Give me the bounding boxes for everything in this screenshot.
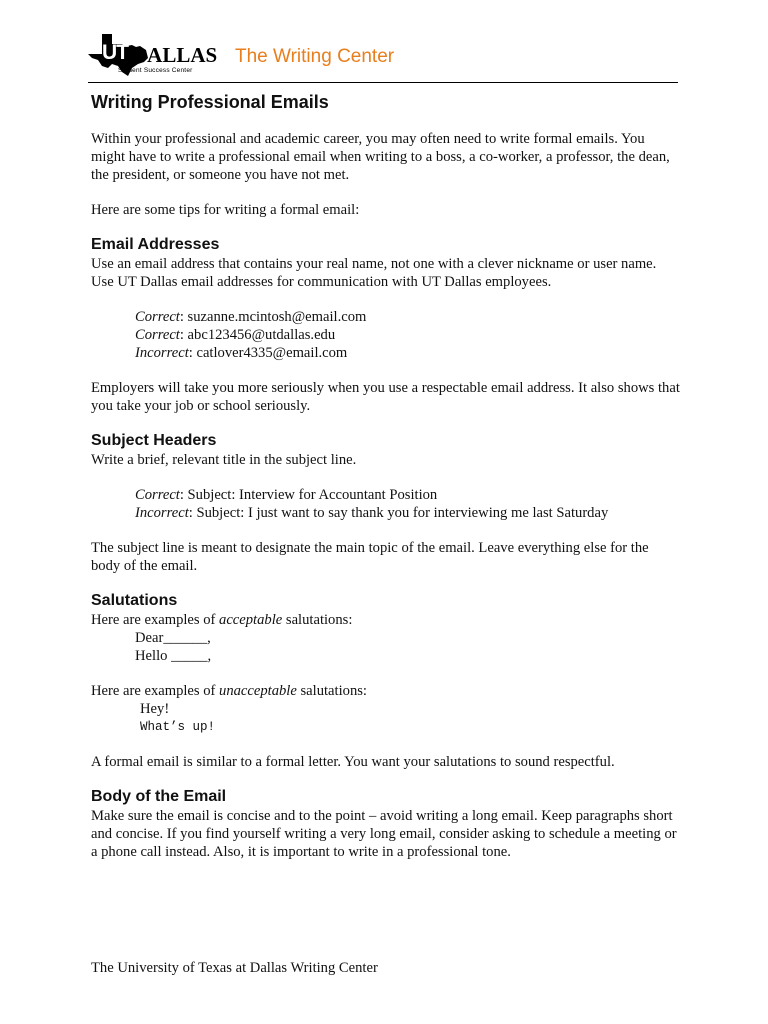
example-line [135,504,681,522]
salutation-example: Dear______, [135,630,211,646]
acceptable-examples [91,629,681,665]
example-label: Correct [135,309,180,325]
intro-paragraph: Within your professional and academic career, you may often need to write formal emails. You might have to write a professional email when writing to a boss, a co-worker, a professor, the dean, the president, or someone you have not met. [91,131,670,183]
page-header [88,30,678,84]
subject-headers-after: The subject line is meant to designate the main topic of the email. Leave everything else for the body of the email. [91,540,649,574]
example-label: Correct [135,327,180,343]
page-footer: The University of Texas at Dallas Writing Center [91,960,378,976]
example-value: : abc123456@utdallas.edu [179,327,336,343]
unacceptable-word: unacceptable [219,683,297,699]
example-label: Incorrect [135,345,189,361]
subject-headers-text: Write a brief, relevant title in the subject line. [91,452,357,468]
example-line [135,308,681,326]
document-body [91,92,681,861]
example-value: : catlover4335@email.com [188,345,348,361]
header-rule [88,82,678,83]
section-heading-body: Body of the Email [91,788,227,805]
unacceptable-pre: Here are examples of [91,683,220,699]
example-line [135,344,681,362]
salutation-example: Hello _____, [135,648,212,664]
example-value: : suzanne.mcintosh@email.com [179,309,367,325]
example-value: : Subject: Interview for Accountant Position [179,487,438,503]
logo-ut-text: UT [102,41,128,64]
example-line [135,486,681,504]
logo-subtitle: Student Success Center [118,67,193,74]
unacceptable-post: salutations: [296,683,367,699]
unacceptable-intro [91,682,681,700]
writing-center-title: The Writing Center [235,46,395,67]
subject-examples [91,486,681,522]
logo-dallas-text: DALLAS [132,43,218,67]
salutation-example: What’s up! [140,720,216,734]
unacceptable-examples [91,700,681,736]
example-label: Correct [135,487,180,503]
acceptable-pre: Here are examples of [91,612,220,628]
email-addresses-text: Use an email address that contains your real name, not one with a clever nickname or user name. Use UT Dallas email addresses for communication with UT Dallas employees. [91,256,657,290]
section-heading-salutations: Salutations [91,592,178,609]
acceptable-word: acceptable [219,612,283,628]
email-examples [91,308,681,362]
email-addresses-after: Employers will take you more seriously when you use a respectable email address. It also shows that you take your job or school seriously. [91,380,680,414]
acceptable-post: salutations: [282,612,353,628]
example-value: : Subject: I just want to say thank you for interviewing me last Saturday [188,505,609,521]
salutations-after: A formal email is similar to a formal letter. You want your salutations to sound respectful. [91,754,615,770]
section-heading-subject-headers: Subject Headers [91,432,217,449]
body-section-text: Make sure the email is concise and to the point – avoid writing a long email. Keep paragraphs short and concise. If you find yourself writing a very long email, consider asking to schedule a meeting or a phone call instead. Also, it is important to write in a professional tone. [91,808,677,860]
example-label: Incorrect [135,505,189,521]
example-line [135,326,681,344]
tips-intro: Here are some tips for writing a formal email: [91,202,360,218]
ut-dallas-logo [88,30,218,76]
section-heading-email-addresses: Email Addresses [91,236,220,253]
acceptable-intro [91,611,681,629]
page-title: Writing Professional Emails [91,92,329,112]
salutation-example: Hey! [140,701,170,717]
